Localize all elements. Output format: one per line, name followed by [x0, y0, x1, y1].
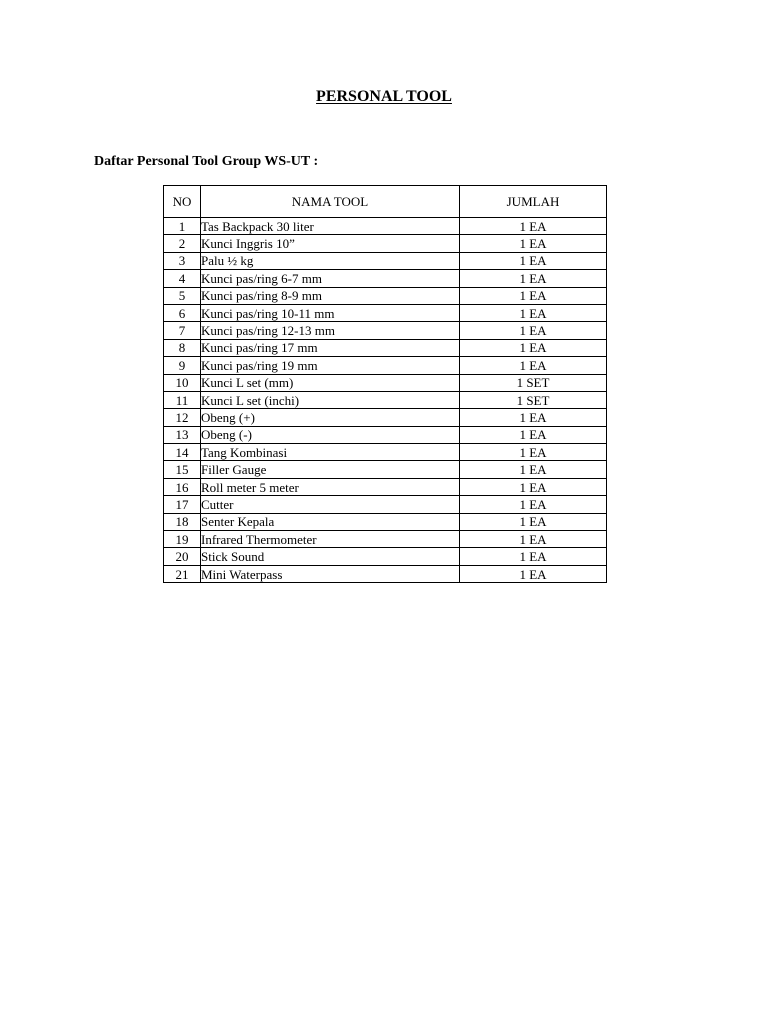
cell-no: 3 [164, 252, 201, 269]
cell-no: 12 [164, 409, 201, 426]
table-row [164, 444, 607, 461]
cell-no: 9 [164, 357, 201, 374]
table-row [164, 252, 607, 269]
table-row [164, 270, 607, 287]
cell-qty: 1 EA [460, 409, 607, 426]
table-row [164, 304, 607, 321]
cell-name: Infrared Thermometer [201, 531, 460, 548]
cell-qty: 1 EA [460, 548, 607, 565]
cell-no: 17 [164, 496, 201, 513]
cell-name: Senter Kepala [201, 513, 460, 530]
page-title [0, 87, 768, 107]
cell-qty: 1 EA [460, 235, 607, 252]
cell-qty: 1 EA [460, 339, 607, 356]
cell-name: Kunci pas/ring 6-7 mm [201, 270, 460, 287]
cell-qty: 1 EA [460, 426, 607, 443]
cell-no: 21 [164, 565, 201, 582]
cell-no: 19 [164, 531, 201, 548]
cell-no: 16 [164, 478, 201, 495]
cell-name: Mini Waterpass [201, 565, 460, 582]
cell-name: Kunci L set (mm) [201, 374, 460, 391]
cell-no: 6 [164, 304, 201, 321]
cell-no: 5 [164, 287, 201, 304]
cell-qty: 1 EA [460, 218, 607, 235]
column-header-name: NAMA TOOL [201, 186, 460, 218]
cell-qty: 1 EA [460, 304, 607, 321]
table-header-row [164, 186, 607, 218]
table-row [164, 531, 607, 548]
cell-no: 14 [164, 444, 201, 461]
cell-qty: 1 EA [460, 565, 607, 582]
cell-name: Kunci pas/ring 8-9 mm [201, 287, 460, 304]
cell-name: Cutter [201, 496, 460, 513]
cell-name: Obeng (+) [201, 409, 460, 426]
table-row [164, 374, 607, 391]
cell-no: 4 [164, 270, 201, 287]
cell-qty: 1 EA [460, 270, 607, 287]
cell-no: 11 [164, 391, 201, 408]
table-row [164, 339, 607, 356]
section-heading: Daftar Personal Tool Group WS-UT : [94, 154, 319, 169]
cell-qty: 1 EA [460, 531, 607, 548]
cell-no: 10 [164, 374, 201, 391]
cell-no: 1 [164, 218, 201, 235]
table-row [164, 218, 607, 235]
cell-qty: 1 EA [460, 444, 607, 461]
table-row [164, 478, 607, 495]
table-body [164, 218, 607, 583]
cell-no: 20 [164, 548, 201, 565]
cell-qty: 1 EA [460, 252, 607, 269]
cell-qty: 1 SET [460, 374, 607, 391]
cell-qty: 1 SET [460, 391, 607, 408]
cell-name: Palu ½ kg [201, 252, 460, 269]
cell-name: Kunci L set (inchi) [201, 391, 460, 408]
cell-name: Tang Kombinasi [201, 444, 460, 461]
cell-name: Roll meter 5 meter [201, 478, 460, 495]
cell-qty: 1 EA [460, 461, 607, 478]
cell-name: Kunci pas/ring 19 mm [201, 357, 460, 374]
cell-qty: 1 EA [460, 322, 607, 339]
cell-qty: 1 EA [460, 478, 607, 495]
cell-name: Kunci pas/ring 10-11 mm [201, 304, 460, 321]
cell-no: 8 [164, 339, 201, 356]
table-row [164, 513, 607, 530]
cell-name: Filler Gauge [201, 461, 460, 478]
cell-no: 7 [164, 322, 201, 339]
cell-no: 13 [164, 426, 201, 443]
column-header-qty: JUMLAH [460, 186, 607, 218]
column-header-no: NO [164, 186, 201, 218]
table-row [164, 426, 607, 443]
page-title-text: PERSONAL TOOL [316, 88, 452, 105]
cell-no: 2 [164, 235, 201, 252]
table-row [164, 548, 607, 565]
table-row [164, 357, 607, 374]
cell-no: 18 [164, 513, 201, 530]
cell-no: 15 [164, 461, 201, 478]
cell-name: Kunci Inggris 10” [201, 235, 460, 252]
tool-table [163, 185, 607, 583]
table-row [164, 391, 607, 408]
table-row [164, 461, 607, 478]
cell-qty: 1 EA [460, 496, 607, 513]
cell-qty: 1 EA [460, 513, 607, 530]
table-row [164, 322, 607, 339]
table-row [164, 496, 607, 513]
cell-name: Kunci pas/ring 17 mm [201, 339, 460, 356]
cell-name: Obeng (-) [201, 426, 460, 443]
table-row [164, 287, 607, 304]
cell-qty: 1 EA [460, 357, 607, 374]
cell-name: Stick Sound [201, 548, 460, 565]
cell-name: Tas Backpack 30 liter [201, 218, 460, 235]
table-row [164, 235, 607, 252]
table-row [164, 565, 607, 582]
table-row [164, 409, 607, 426]
cell-name: Kunci pas/ring 12-13 mm [201, 322, 460, 339]
cell-qty: 1 EA [460, 287, 607, 304]
